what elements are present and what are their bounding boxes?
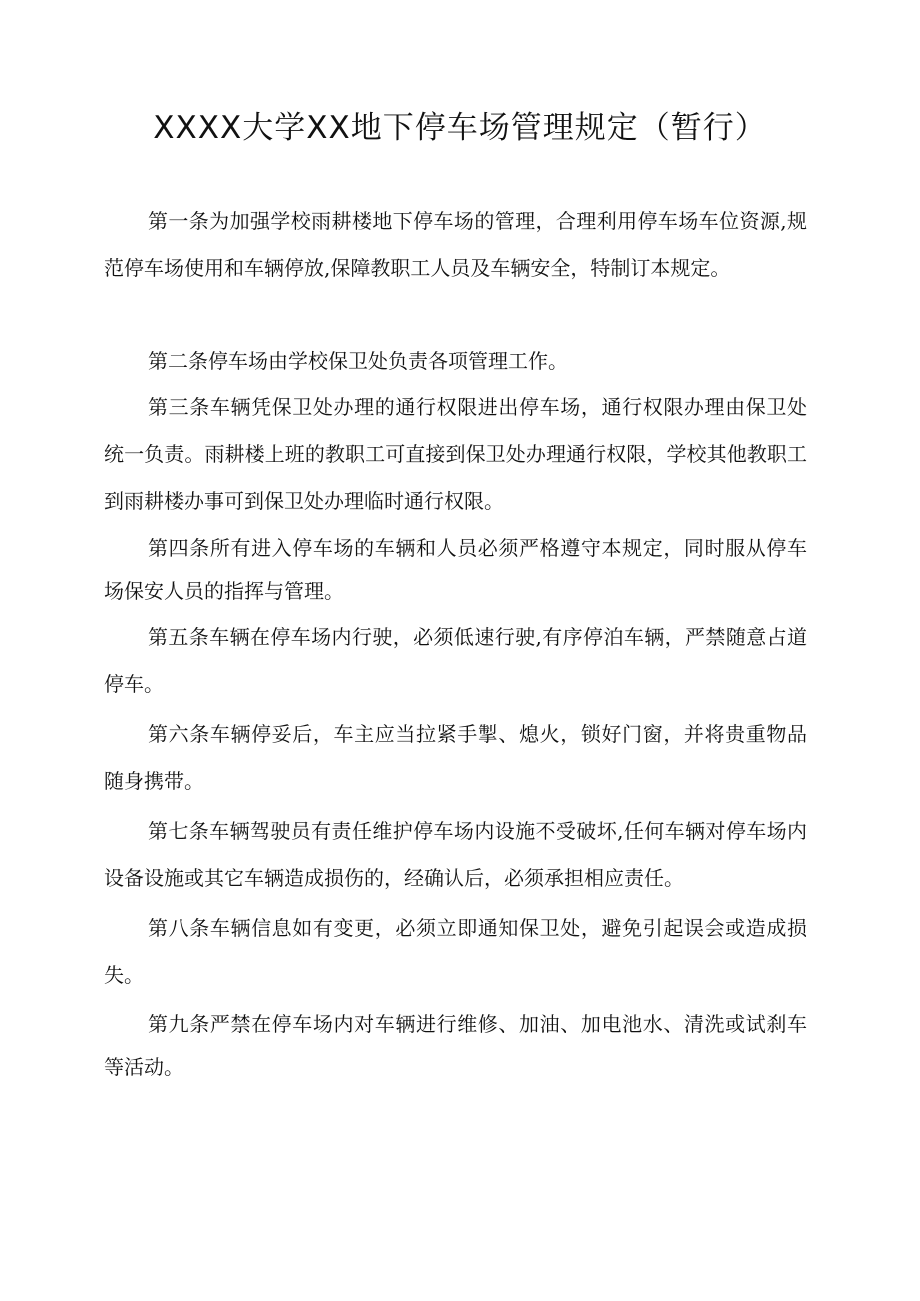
article-1: 第一条为加强学校雨耕楼地下停车场的管理，合理利用停车场车位资源,规范停车场使用和车辆停放,保障教职工人员及车辆安全，特制订本规定。 [104,209,807,280]
article-7: 第七条车辆驾驶员有责任维护停车场内设施不受破坏,任何车辆对停车场内设备设施或其它车辆造成损伤的，经确认后，必须承担相应责任。 [104,819,807,890]
document-title: XXXX大学XX地下停车场管理规定（暂行） [153,110,767,146]
article-9: 第九条严禁在停车场内对车辆进行维修、加油、加电池水、清洗或试刹车等活动。 [104,1012,807,1079]
article-2: 第二条停车场由学校保卫处负责各项管理工作。 [148,349,568,373]
article-4: 第四条所有进入停车场的车辆和人员必须严格遵守本规定，同时服从停车场保安人员的指挥与管理。 [104,536,807,603]
article-5: 第五条车辆在停车场内行驶，必须低速行驶,有序停泊车辆，严禁随意占道停车。 [104,625,807,696]
article-8: 第八条车辆信息如有变更，必须立即通知保卫处，避免引起误会或造成损失。 [104,916,807,987]
article-6: 第六条车辆停妥后，车主应当拉紧手掣、熄火，锁好门窗，并将贵重物品随身携带。 [104,722,807,793]
article-3: 第三条车辆凭保卫处办理的通行权限进出停车场，通行权限办理由保卫处统一负责。雨耕楼上班的教职工可直接到保卫处办理通行权限，学校其他教职工到雨耕楼办事可到保卫处办理临时通行权限。 [104,395,807,513]
